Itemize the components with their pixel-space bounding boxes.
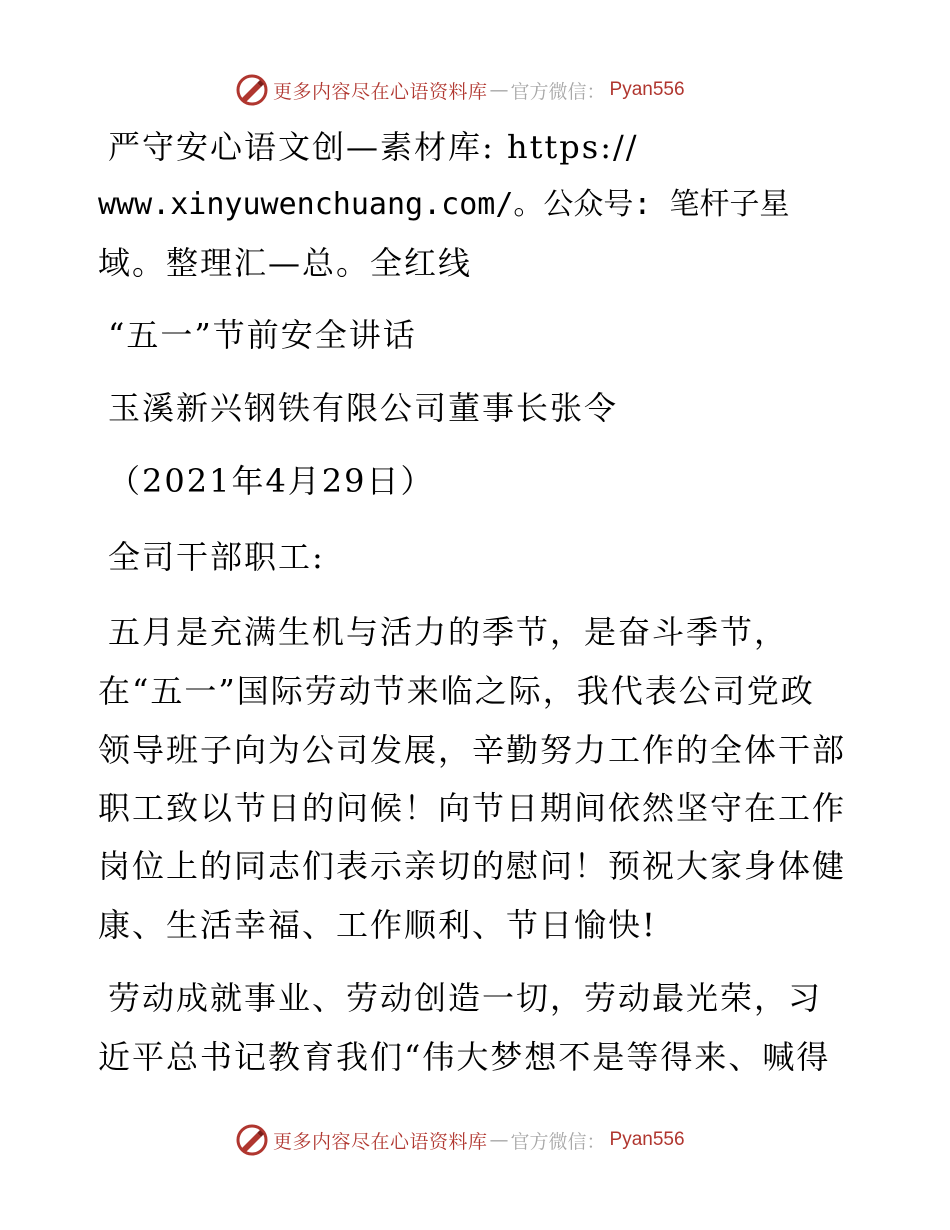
speaker-line: 玉溪新兴钢铁有限公司董事长张令 (108, 389, 619, 427)
speech-title: “五一”节前安全讲话 (108, 316, 417, 354)
paragraph-1-line-3: 领导班子向为公司发展，辛勤努力工作的全体干部 (98, 731, 847, 769)
footer-banner (235, 1120, 715, 1160)
banner-subtitle: 官方微信： (510, 80, 606, 103)
banner-dash: — (489, 1129, 509, 1151)
banner-title: 更多内容尽在心语资料库 (273, 1130, 488, 1153)
paragraph-2-line-2: 近平总书记教育我们“伟大梦想不是等得来、喊得 (98, 1038, 831, 1076)
text-line-1: 严守安心语文创—素材库: https:// (108, 128, 639, 166)
paragraph-1-line-4: 职工致以节日的问候！向节日期间依然坚守在工作 (98, 789, 847, 827)
banner-subtitle: 官方微信： (510, 1130, 606, 1153)
paragraph-1-line-2: 在“五一”国际劳动节来临之际，我代表公司党政 (98, 672, 815, 710)
paragraph-2-line-1: 劳动成就事业、劳动创造一切，劳动最光荣，习 (108, 979, 823, 1017)
date-line: （2021年4月29日） (108, 462, 435, 500)
pen-circle-logo-icon (235, 73, 269, 107)
text-line-2: www.xinyuwenchuang.com/。公众号: 笔杆子星 (98, 187, 790, 222)
header-banner (235, 70, 715, 110)
salutation: 全司干部职工: (108, 538, 325, 576)
banner-dash: — (489, 79, 509, 101)
banner-title: 更多内容尽在心语资料库 (273, 80, 488, 103)
text-line-3: 域。整理汇—总。全红线 (98, 244, 473, 282)
banner-wechat-id: Pyan556 (609, 1129, 685, 1150)
paragraph-1-line-6: 康、生活幸福、工作顺利、节日愉快! (98, 906, 657, 944)
pen-circle-logo-icon (235, 1123, 269, 1157)
paragraph-1-line-1: 五月是充满生机与活力的季节，是奋斗季节， (108, 613, 789, 651)
banner-wechat-id: Pyan556 (609, 79, 685, 100)
paragraph-1-line-5: 岗位上的同志们表示亲切的慰问！预祝大家身体健 (98, 847, 847, 885)
